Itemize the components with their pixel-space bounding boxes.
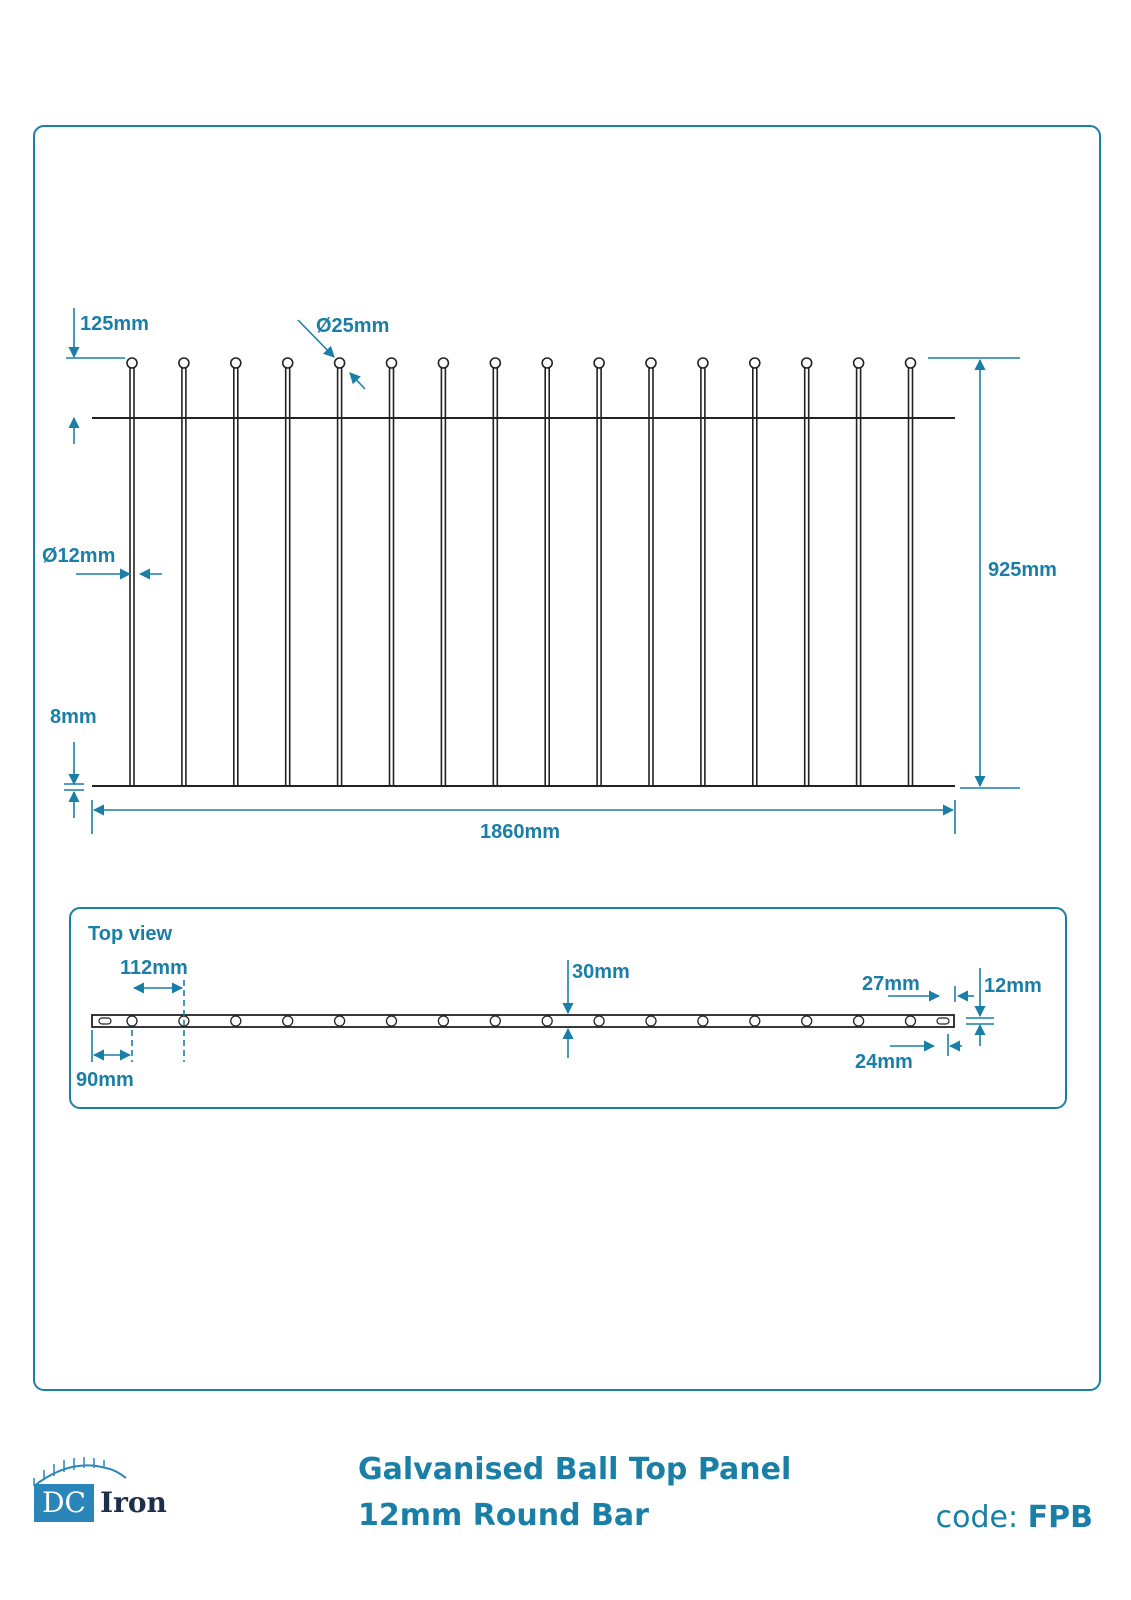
ball-top-14	[802, 358, 812, 368]
hole-13	[750, 1016, 760, 1026]
ball-diameter-label: Ø25mm	[316, 315, 390, 337]
ball-top-12	[698, 358, 708, 368]
product-code	[936, 1500, 1093, 1535]
slot-offset-label: 27mm	[862, 973, 920, 995]
end-offset-label: 90mm	[76, 1069, 134, 1091]
hole-12	[698, 1016, 708, 1026]
overall-height-label: 925mm	[988, 559, 1057, 581]
top-view-title: Top view	[88, 923, 173, 945]
ball-top-11	[646, 358, 656, 368]
bar-16	[906, 358, 916, 786]
panel-bars	[127, 358, 916, 786]
bar-8	[490, 358, 500, 786]
left-slot	[99, 1018, 111, 1024]
rail-width-label: 30mm	[572, 961, 630, 983]
drawing-frame	[34, 126, 1100, 1390]
hole-16	[906, 1016, 916, 1026]
overall-width-label: 1860mm	[480, 821, 561, 843]
hole-1	[127, 1016, 137, 1026]
top-view-rail	[92, 1015, 954, 1027]
hole-10	[594, 1016, 604, 1026]
ball-top-2	[179, 358, 189, 368]
bar-spacing-label: 112mm	[120, 957, 188, 979]
bar-4	[283, 358, 293, 786]
bar-14	[802, 358, 812, 786]
ball-top-13	[750, 358, 760, 368]
ball-top-15	[854, 358, 864, 368]
hole-15	[854, 1016, 864, 1026]
right-slot	[937, 1018, 949, 1024]
bar-2	[179, 358, 189, 786]
code-value: FPB	[1027, 1500, 1093, 1535]
bar-15	[854, 358, 864, 786]
bar-5	[335, 358, 345, 786]
hole-4	[283, 1016, 293, 1026]
ball-top-7	[438, 358, 448, 368]
logo-dc-text: DC	[34, 1484, 94, 1522]
bar-10	[594, 358, 604, 786]
bar-1	[127, 358, 137, 786]
ball-top-9	[542, 358, 552, 368]
hole-14	[802, 1016, 812, 1026]
ball-top-1	[127, 358, 137, 368]
hole-6	[387, 1016, 397, 1026]
dc-iron-logo	[30, 1448, 170, 1538]
bar-13	[750, 358, 760, 786]
bar-9	[542, 358, 552, 786]
hole-5	[335, 1016, 345, 1026]
product-subtitle: 12mm Round Bar	[358, 1498, 649, 1533]
bar-12	[698, 358, 708, 786]
hole-7	[438, 1016, 448, 1026]
bar-diameter-label: Ø12mm	[42, 545, 116, 567]
top-view-holes	[127, 1016, 916, 1026]
bar-3	[231, 358, 241, 786]
ball-offset-label: 125mm	[80, 313, 149, 335]
bar-11	[646, 358, 656, 786]
logo-iron-text: Iron	[100, 1486, 167, 1519]
bar-7	[438, 358, 448, 786]
ball-top-3	[231, 358, 241, 368]
hole-11	[646, 1016, 656, 1026]
gate-icon	[30, 1448, 130, 1488]
slot-width-label: 12mm	[984, 975, 1042, 997]
hole-9	[542, 1016, 552, 1026]
bar-6	[387, 358, 397, 786]
hole-8	[490, 1016, 500, 1026]
bottom-gap-label: 8mm	[50, 706, 97, 728]
ball-top-8	[490, 358, 500, 368]
ball-top-16	[906, 358, 916, 368]
slot-end-label: 24mm	[855, 1051, 913, 1073]
ball-top-4	[283, 358, 293, 368]
ball-top-10	[594, 358, 604, 368]
product-title: Galvanised Ball Top Panel	[358, 1452, 792, 1487]
ball-top-5	[335, 358, 345, 368]
code-label: code:	[935, 1500, 1019, 1535]
hole-3	[231, 1016, 241, 1026]
ball-top-6	[387, 358, 397, 368]
